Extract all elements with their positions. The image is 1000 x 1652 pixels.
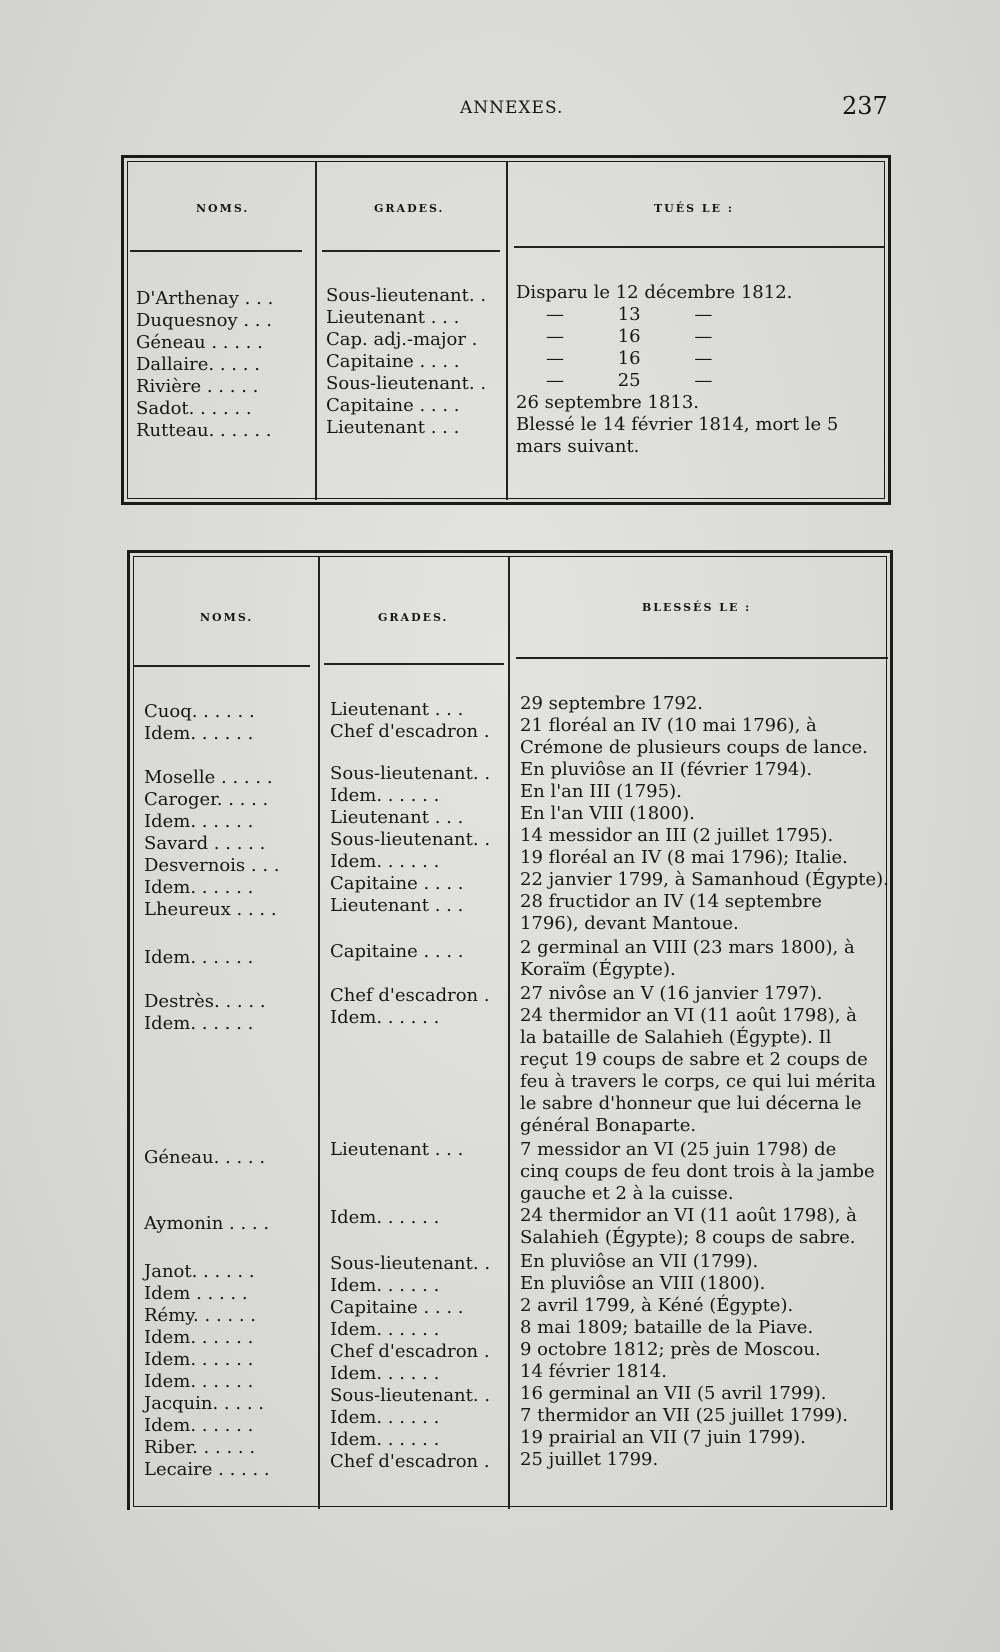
table-cell-date: 8 mai 1809; bataille de la Piave. <box>520 1317 814 1338</box>
table-cell-name: Idem. . . . . . <box>144 1327 254 1348</box>
column-header-names: NOMS. <box>200 611 254 624</box>
running-title: ANNEXES. <box>460 98 564 118</box>
table-cell-grade: Capitaine . . . . <box>330 873 464 894</box>
table-cell-grade: Lieutenant . . . <box>330 699 464 720</box>
table-cell-name: Idem. . . . . . <box>144 1349 254 1370</box>
table-cell-date: 7 thermidor an VII (25 juillet 1799). <box>520 1405 849 1426</box>
page-number: 237 <box>842 92 888 120</box>
table-cell-date: En pluviôse an II (février 1794). <box>520 759 813 780</box>
table-cell-grade: Idem. . . . . . <box>330 1275 440 1296</box>
table-cell-date: 24 thermidor an VI (11 août 1798), à la bataille de Salahieh (Égypte). Il reçut 19 coups de sabre et 2 coups de feu à travers le corps, ce qui lui mérita le sabre d'honneur que lui décerna le général Bonaparte. <box>520 1005 876 1136</box>
table-cell-grade: Capitaine . . . . <box>326 395 460 416</box>
table-cell-date: 28 fructidor an IV (14 septembre 1796), devant Mantoue. <box>520 891 822 934</box>
table-cell-date: 19 floréal an IV (8 mai 1796); Italie. <box>520 847 848 868</box>
table-cell-name: Cuoq. . . . . . <box>144 701 255 722</box>
table-cell-grade: Idem. . . . . . <box>330 1363 440 1384</box>
table-cell-grade: Idem. . . . . . <box>330 1407 440 1428</box>
column-divider <box>506 162 508 500</box>
header-rule <box>516 657 888 659</box>
table-cell-name: Sadot. . . . . . <box>136 398 252 419</box>
table-cell-name: Dallaire. . . . . <box>136 354 260 375</box>
table-cell-name: Géneau. . . . . <box>144 1147 266 1168</box>
page-header <box>0 92 1000 122</box>
table-cell-date: 25 juillet 1799. <box>520 1449 659 1470</box>
table-cell-grade: Idem. . . . . . <box>330 1319 440 1340</box>
table-cell-grade: Capitaine . . . . <box>330 1297 464 1318</box>
column-header-grades: GRADES. <box>378 611 449 624</box>
table-cell-date: 27 nivôse an V (16 janvier 1797). <box>520 983 823 1004</box>
table-cell-name: Géneau . . . . . <box>136 332 263 353</box>
table-cell-date: En l'an VIII (1800). <box>520 803 695 824</box>
table-cell-grade: Idem. . . . . . <box>330 1207 440 1228</box>
table-cell-grade: Chef d'escadron . <box>330 985 490 1006</box>
table-cell-name: Destrès. . . . . <box>144 991 266 1012</box>
table-cell-date: En l'an III (1795). <box>520 781 682 802</box>
table-cell-name: Idem. . . . . . <box>144 877 254 898</box>
table-cell-name: Idem. . . . . . <box>144 811 254 832</box>
table-cell-date: 29 septembre 1792. <box>520 693 704 714</box>
table-cell-date: En pluviôse an VII (1799). <box>520 1251 759 1272</box>
table-cell-grade: Lieutenant . . . <box>326 417 460 438</box>
table-cell-date: 16 germinal an VII (5 avril 1799). <box>520 1383 827 1404</box>
table-cell-grade: Lieutenant . . . <box>330 1139 464 1160</box>
table-cell-name: Lheureux . . . . <box>144 899 277 920</box>
table-cell-name: Aymonin . . . . <box>144 1213 270 1234</box>
column-divider <box>315 162 317 500</box>
table-cell-name: Janot. . . . . . <box>144 1261 255 1282</box>
table-cell-date: 21 floréal an IV (10 mai 1796), à Crémone de plusieurs coups de lance. <box>520 715 868 758</box>
table-cell-name: Idem. . . . . . <box>144 723 254 744</box>
table-cell-grade: Sous-lieutenant. . <box>326 285 487 306</box>
table-cell-name: Rémy. . . . . . <box>144 1305 256 1326</box>
table-cell-date: 24 thermidor an VI (11 août 1798), à Salahieh (Égypte); 8 coups de sabre. <box>520 1205 857 1248</box>
table-cell-name: Desvernois . . . <box>144 855 280 876</box>
table-cell-date: 14 messidor an III (2 juillet 1795). <box>520 825 834 846</box>
column-divider <box>318 557 320 1509</box>
table-cell-date: — 13 — <box>546 304 713 325</box>
header-rule <box>130 250 302 252</box>
table-cell-grade: Idem. . . . . . <box>330 785 440 806</box>
table-cell-date: 22 janvier 1799, à Samanhoud (Égypte). <box>520 869 889 890</box>
table-cell-name: Idem. . . . . . <box>144 1371 254 1392</box>
table-cell-date: — 16 — <box>546 326 713 347</box>
table-cell-date: 7 messidor an VI (25 juin 1798) de cinq coups de feu dont trois à la jambe gauche et 2 à la cuisse. <box>520 1139 875 1204</box>
table-cell-name: Rivière . . . . . <box>136 376 259 397</box>
table-cell-date: Disparu le 12 décembre 1812. <box>516 282 793 303</box>
table-cell-name: Moselle . . . . . <box>144 767 273 788</box>
table-cell-grade: Sous-lieutenant. . <box>330 829 491 850</box>
table-cell-date: Blessé le 14 février 1814, mort le 5 mars suivant. <box>516 414 839 457</box>
column-divider <box>508 557 510 1509</box>
table-cell-date: 9 octobre 1812; près de Moscou. <box>520 1339 821 1360</box>
table-cell-grade: Sous-lieutenant. . <box>330 1253 491 1274</box>
column-header-names: NOMS. <box>196 202 250 215</box>
wounded-officers-table <box>127 550 893 1510</box>
table-cell-grade: Lieutenant . . . <box>330 807 464 828</box>
table-cell-grade: Idem. . . . . . <box>330 851 440 872</box>
table-cell-name: Savard . . . . . <box>144 833 266 854</box>
table-cell-grade: Lieutenant . . . <box>330 895 464 916</box>
table-cell-grade: Sous-lieutenant. . <box>330 763 491 784</box>
table-cell-grade: Chef d'escadron . <box>330 1451 490 1472</box>
table-cell-grade: Sous-lieutenant. . <box>330 1385 491 1406</box>
table-cell-date: 26 septembre 1813. <box>516 392 700 413</box>
table-cell-name: Idem. . . . . . <box>144 947 254 968</box>
table-cell-name: Jacquin. . . . . <box>144 1393 264 1414</box>
table-cell-grade: Chef d'escadron . <box>330 721 490 742</box>
column-header-killed-on: TUÉS LE : <box>654 202 734 215</box>
table-cell-grade: Chef d'escadron . <box>330 1341 490 1362</box>
killed-officers-table <box>121 155 891 505</box>
table-cell-date: — 25 — <box>546 370 713 391</box>
table-cell-name: D'Arthenay . . . <box>136 288 274 309</box>
table-cell-name: Rutteau. . . . . . <box>136 420 272 441</box>
table-cell-name: Lecaire . . . . . <box>144 1459 270 1480</box>
column-header-grades: GRADES. <box>374 202 445 215</box>
header-rule <box>322 250 500 252</box>
table-cell-grade: Idem. . . . . . <box>330 1429 440 1450</box>
table-cell-date: 14 février 1814. <box>520 1361 667 1382</box>
table-cell-date: 19 prairial an VII (7 juin 1799). <box>520 1427 806 1448</box>
table-cell-name: Idem . . . . . <box>144 1283 248 1304</box>
table-cell-grade: Cap. adj.-major . <box>326 329 478 350</box>
table-cell-grade: Capitaine . . . . <box>330 941 464 962</box>
column-header-wounded-on: BLESSÉS LE : <box>642 601 752 614</box>
table-cell-date: 2 germinal an VIII (23 mars 1800), à Koraïm (Égypte). <box>520 937 855 980</box>
table-cell-grade: Lieutenant . . . <box>326 307 460 328</box>
header-rule <box>324 663 504 665</box>
table-cell-name: Idem. . . . . . <box>144 1415 254 1436</box>
table-cell-name: Riber. . . . . . <box>144 1437 256 1458</box>
table-cell-name: Duquesnoy . . . <box>136 310 272 331</box>
header-rule <box>514 246 884 248</box>
table-cell-grade: Sous-lieutenant. . <box>326 373 487 394</box>
table-cell-name: Caroger. . . . . <box>144 789 269 810</box>
table-cell-name: Idem. . . . . . <box>144 1013 254 1034</box>
table-cell-date: 2 avril 1799, à Kéné (Égypte). <box>520 1295 794 1316</box>
table-cell-grade: Idem. . . . . . <box>330 1007 440 1028</box>
table-cell-grade: Capitaine . . . . <box>326 351 460 372</box>
table-cell-date: — 16 — <box>546 348 713 369</box>
header-rule <box>134 665 310 667</box>
table-cell-date: En pluviôse an VIII (1800). <box>520 1273 766 1294</box>
